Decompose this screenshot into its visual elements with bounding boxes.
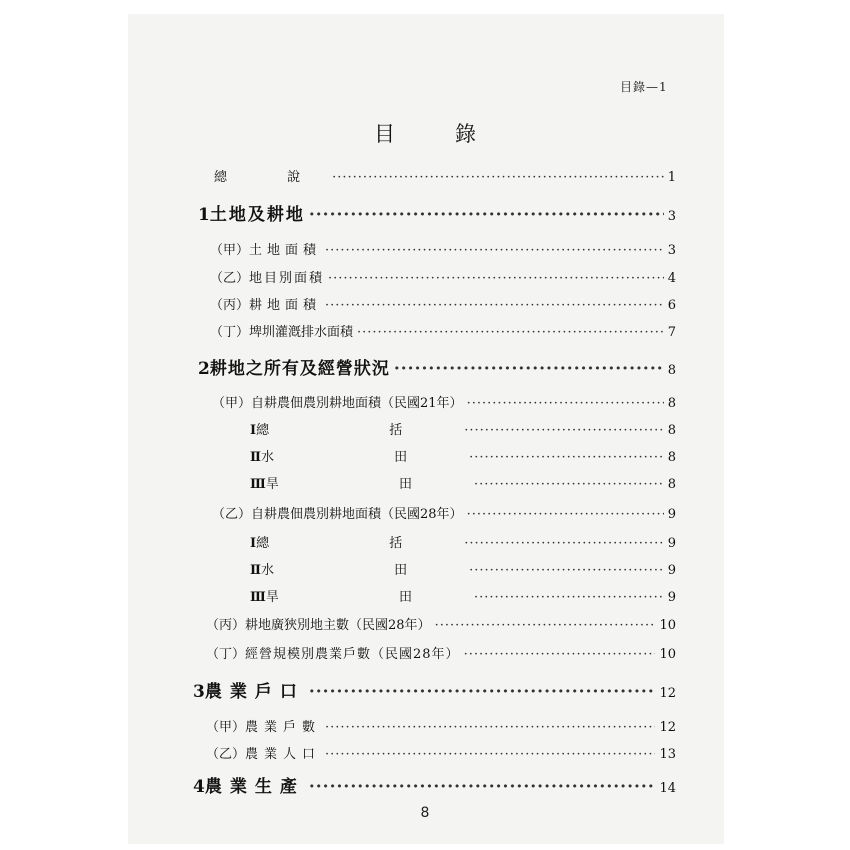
toc-section-number: 1 bbox=[198, 205, 210, 225]
toc-page-number: 8 bbox=[667, 423, 676, 438]
toc-page-number: 9 bbox=[667, 563, 676, 578]
toc-leader bbox=[325, 298, 664, 313]
toc-leader bbox=[325, 720, 655, 735]
toc-leader bbox=[474, 477, 664, 492]
toc-leader bbox=[394, 359, 664, 379]
toc-leader bbox=[469, 450, 664, 465]
toc-page-number: 10 bbox=[659, 647, 676, 662]
toc-entry bbox=[206, 614, 676, 633]
toc-entry bbox=[198, 354, 676, 379]
toc-label: 耕地面積 bbox=[249, 298, 322, 313]
toc-entry bbox=[206, 643, 676, 662]
toc-roman-numeral: Ⅲ bbox=[250, 590, 266, 605]
toc-label: 農業生產 bbox=[204, 777, 305, 797]
toc-leader bbox=[464, 423, 663, 438]
toc-page-number: 7 bbox=[667, 325, 676, 340]
toc-page-number: 8 bbox=[667, 396, 676, 411]
toc-leader bbox=[469, 563, 664, 578]
page-title: 目錄 bbox=[374, 122, 536, 146]
toc-page-number: 13 bbox=[659, 747, 676, 762]
toc-label: 耕地廣狹別地主數（民國28年） bbox=[245, 618, 431, 633]
toc-sub-number: （丙） bbox=[210, 298, 250, 313]
toc-page-number: 3 bbox=[667, 243, 676, 258]
page-number-footer: 8 bbox=[420, 805, 430, 821]
toc-sub-number: （甲） bbox=[210, 243, 250, 258]
toc-label: 總 括 bbox=[256, 536, 461, 551]
toc-label: 總 說 bbox=[214, 170, 329, 185]
toc-page-number: 10 bbox=[659, 618, 676, 633]
toc-sub-number: （丙） bbox=[206, 618, 246, 633]
toc-page-number: 8 bbox=[667, 450, 676, 465]
toc-label: 埤圳灌漑排水面積 bbox=[249, 325, 354, 340]
toc-label: 農業戶數 bbox=[245, 720, 322, 735]
toc-label: 農業人口 bbox=[245, 747, 322, 762]
toc-label: 土地及耕地 bbox=[209, 205, 305, 225]
toc-page-number: 4 bbox=[667, 271, 676, 286]
toc-entry bbox=[212, 503, 676, 522]
toc-sub-number: （乙） bbox=[206, 747, 246, 762]
toc-entry bbox=[206, 743, 676, 762]
toc-leader bbox=[464, 647, 656, 662]
toc-leader bbox=[332, 170, 664, 185]
toc-entry bbox=[214, 166, 676, 185]
toc-leader bbox=[467, 396, 664, 411]
toc-sub-number: （乙） bbox=[210, 271, 250, 286]
toc-sub-number: （甲） bbox=[212, 396, 252, 411]
toc-sub-number: （丁） bbox=[210, 325, 250, 340]
toc-page-number: 14 bbox=[659, 781, 676, 796]
toc-page-number: 6 bbox=[667, 298, 676, 313]
toc-section-number: 4 bbox=[193, 777, 205, 797]
toc-entry bbox=[210, 321, 676, 340]
toc-leader bbox=[357, 325, 664, 340]
toc-label: 土地面積 bbox=[249, 243, 322, 258]
toc-sub-number: （乙） bbox=[212, 507, 252, 522]
toc-page-number: 8 bbox=[667, 477, 676, 492]
toc-entry bbox=[206, 716, 676, 735]
toc-label: 經營規模別農業戶數（民國28年） bbox=[245, 647, 460, 662]
toc-leader bbox=[309, 205, 664, 225]
running-head: 目錄—1 bbox=[620, 80, 668, 94]
toc-page-number: 12 bbox=[659, 720, 676, 735]
toc-page-number: 9 bbox=[667, 536, 676, 551]
toc-entry bbox=[193, 677, 676, 702]
toc-entry bbox=[250, 586, 676, 605]
toc-roman-numeral: Ⅲ bbox=[250, 477, 266, 492]
toc-entry bbox=[250, 559, 676, 578]
toc-roman-numeral: Ⅰ bbox=[250, 536, 257, 551]
toc-entry bbox=[210, 294, 676, 313]
toc-entry bbox=[198, 200, 676, 225]
toc-roman-numeral: Ⅱ bbox=[250, 450, 261, 465]
toc-page-number: 8 bbox=[667, 363, 676, 378]
toc-entry bbox=[212, 392, 676, 411]
toc-sub-number: （甲） bbox=[206, 720, 246, 735]
toc-leader bbox=[474, 590, 664, 605]
toc-leader bbox=[464, 536, 663, 551]
toc-label: 地目別面積 bbox=[249, 271, 325, 286]
toc-entry bbox=[250, 446, 676, 465]
toc-page-number: 12 bbox=[659, 686, 676, 701]
toc-page-number: 9 bbox=[667, 507, 676, 522]
toc-leader bbox=[309, 682, 656, 702]
toc-label: 自耕農佃農別耕地面積（民國21年） bbox=[251, 396, 463, 411]
toc-entry bbox=[250, 532, 676, 551]
toc-page-number: 9 bbox=[667, 590, 676, 605]
toc-label: 水 田 bbox=[260, 450, 466, 465]
toc-label: 自耕農佃農別耕地面積（民國28年） bbox=[251, 507, 463, 522]
toc-page-number: 3 bbox=[667, 209, 676, 224]
toc-label: 旱 田 bbox=[265, 477, 470, 492]
toc-leader bbox=[325, 747, 655, 762]
toc-leader bbox=[328, 271, 664, 286]
toc-label: 耕地之所有及經營狀況 bbox=[209, 359, 390, 379]
toc-label: 水 田 bbox=[260, 563, 466, 578]
toc-entry bbox=[250, 473, 676, 492]
toc-leader bbox=[309, 777, 656, 797]
toc-sub-number: （丁） bbox=[206, 647, 246, 662]
toc-label: 旱 田 bbox=[265, 590, 470, 605]
toc-roman-numeral: Ⅱ bbox=[250, 563, 261, 578]
toc-page-number: 1 bbox=[667, 170, 676, 185]
toc-label: 總 括 bbox=[256, 423, 461, 438]
toc-label: 農業戶口 bbox=[204, 682, 305, 702]
toc-roman-numeral: Ⅰ bbox=[250, 423, 257, 438]
toc-entry bbox=[250, 419, 676, 438]
toc-section-number: 2 bbox=[198, 359, 210, 379]
toc-entry bbox=[210, 267, 676, 286]
toc-entry bbox=[193, 772, 676, 797]
toc-section-number: 3 bbox=[193, 682, 205, 702]
toc-leader bbox=[467, 507, 664, 522]
toc-entry bbox=[210, 239, 676, 258]
toc-leader bbox=[435, 618, 656, 633]
toc-leader bbox=[325, 243, 664, 258]
